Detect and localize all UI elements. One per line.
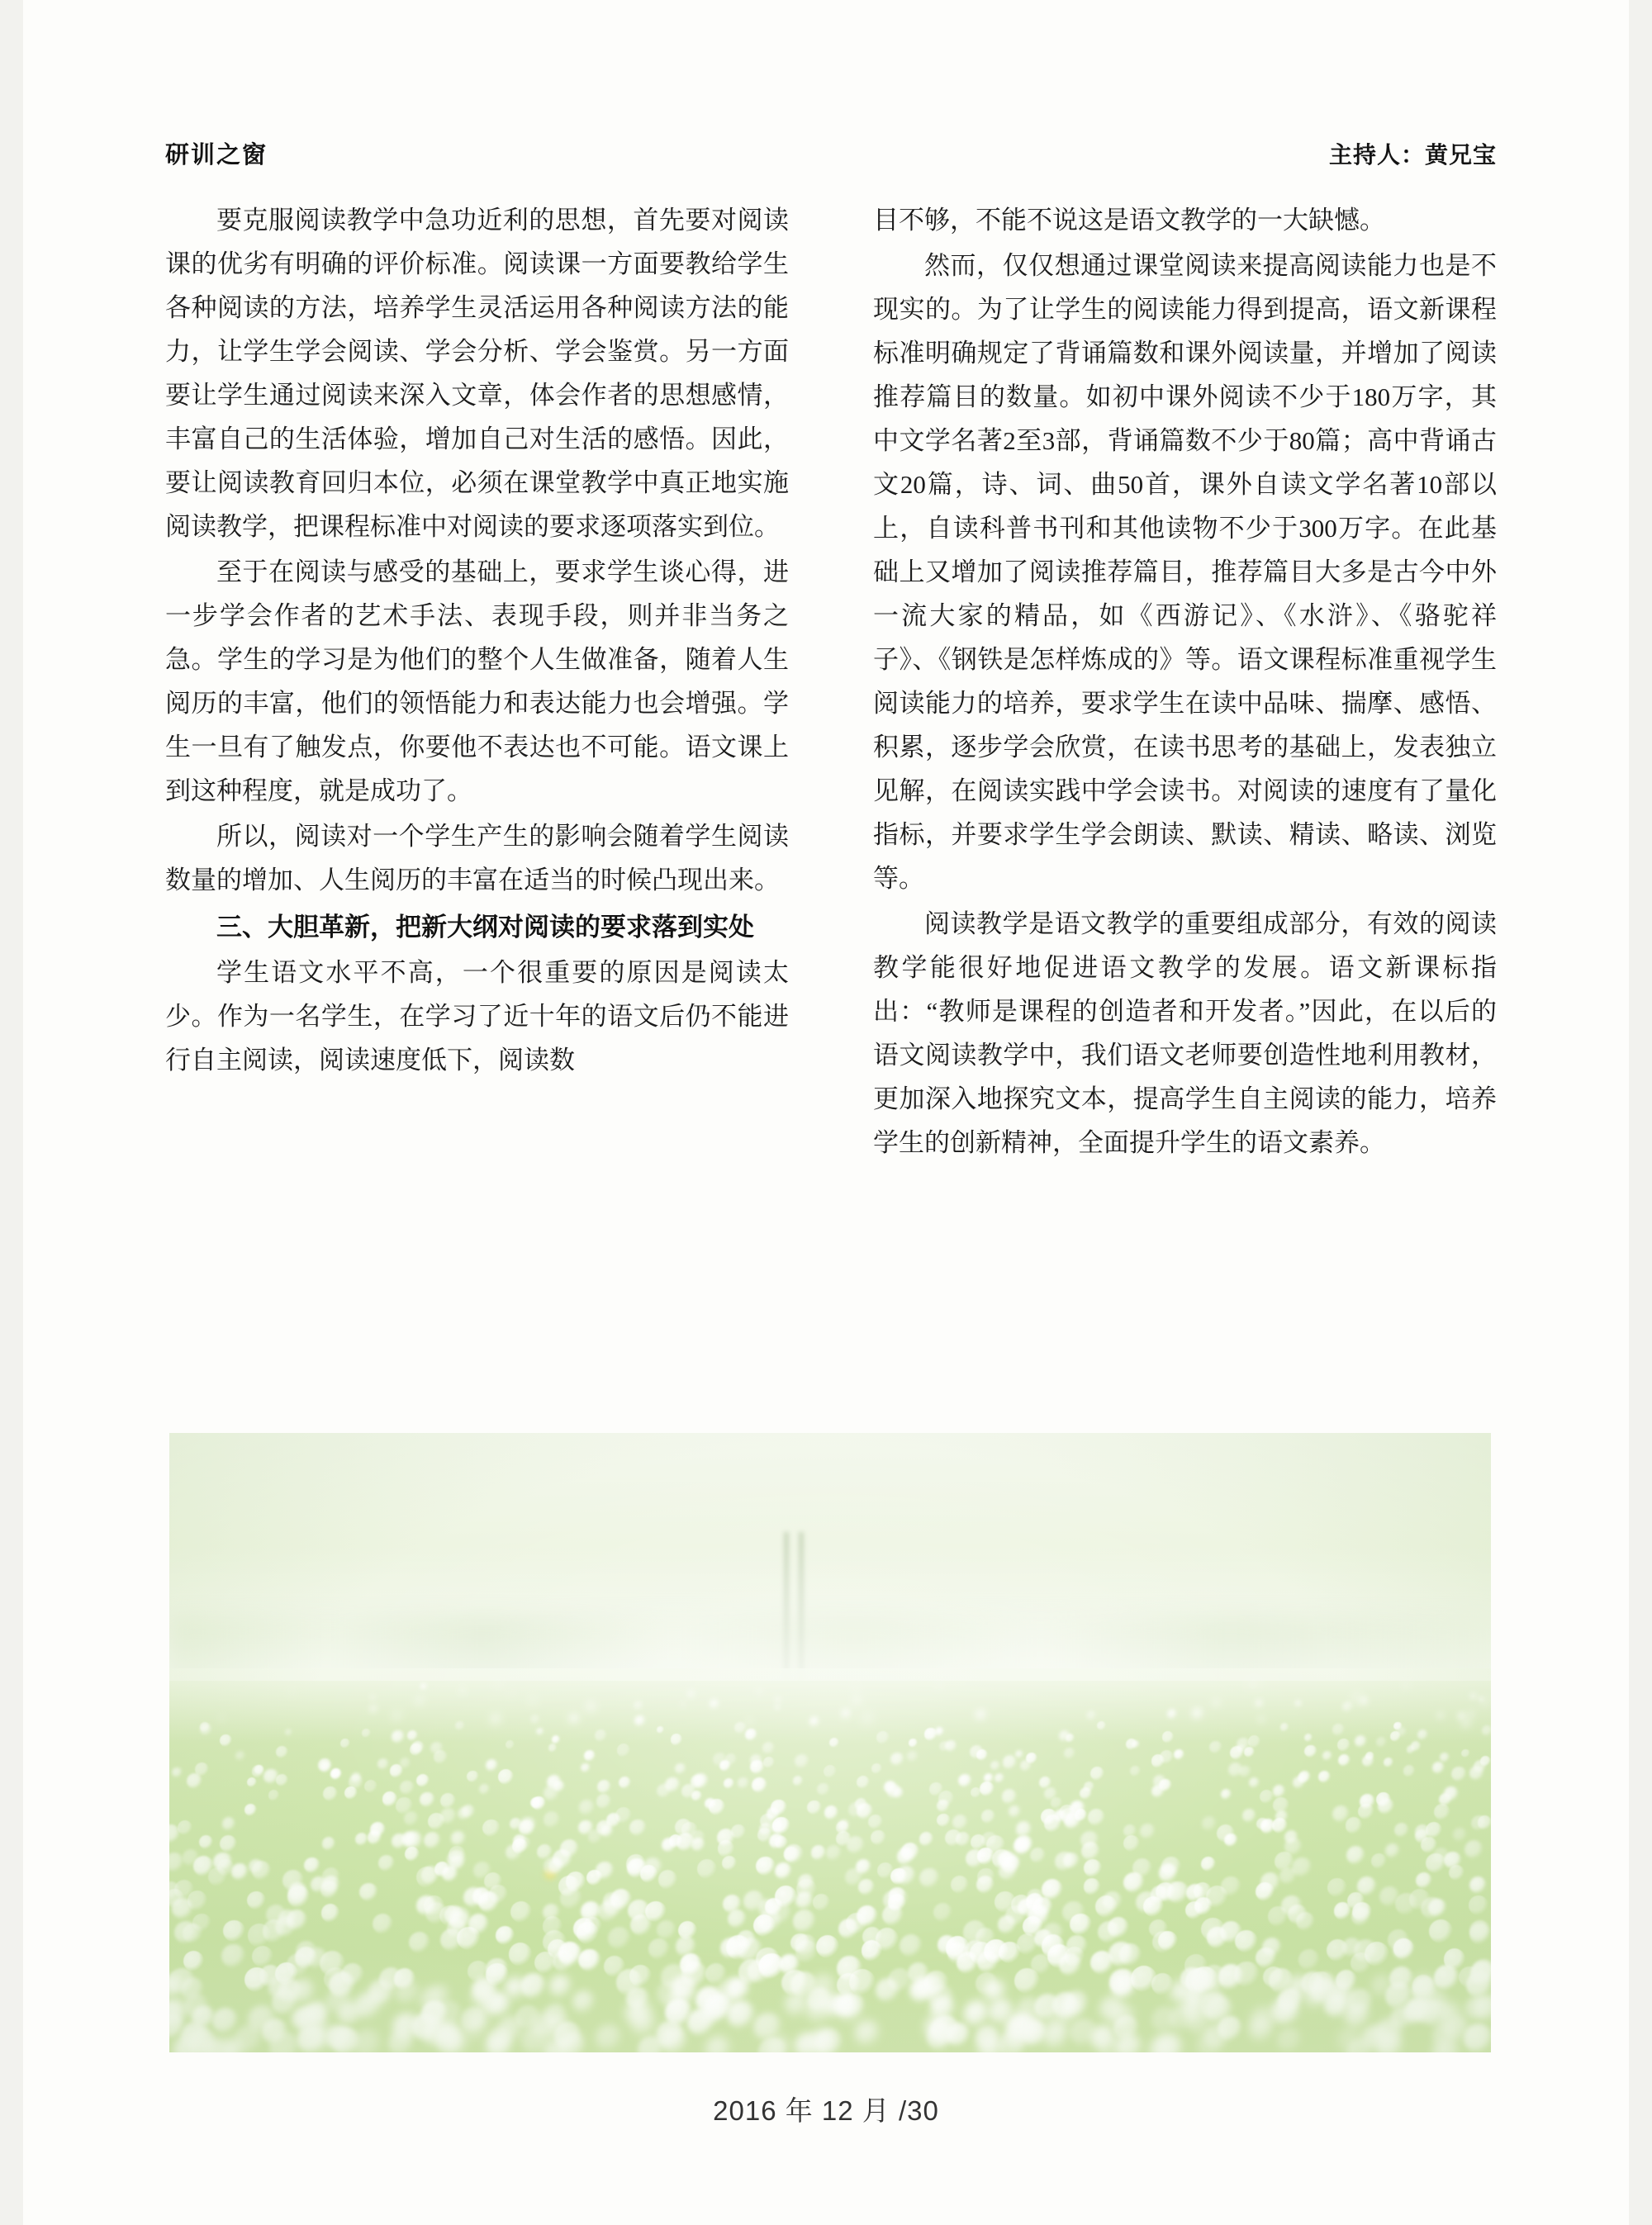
- paragraph: 要克服阅读教学中急功近利的思想，首先要对阅读课的优劣有明确的评价标准。阅读课一方面要教给学生各种阅读的方法，培养学生灵活运用各种阅读方法的能力，让学生学会阅读、学会分析、学会鉴赏。另一方面要让学生通过阅读来深入文章，体会作者的思想感情，丰富自己的生活体验，增加自己对生活的感悟。因此，要让阅读教育回归本位，必须在课堂教学中真正地实施阅读教学，把课程标准中对阅读的要求逐项落实到位。: [165, 206, 789, 541]
- column-left: [165, 198, 789, 1084]
- paragraph-continuation: 目不够，不能不说这是语文教学的一大缺憾。: [873, 206, 1385, 235]
- host-label: 主持人：黄兄宝: [1328, 142, 1497, 168]
- page-header: [165, 136, 1497, 178]
- page-edge-left: [0, 0, 23, 2225]
- page-edge-right: [1629, 0, 1652, 2225]
- section-label: 研训之窗: [165, 142, 268, 168]
- section-heading: 三、大胆革新，把新大纲对阅读的要求落到实处: [216, 913, 754, 942]
- column-right: [873, 198, 1497, 1166]
- paragraph: 所以，阅读对一个学生产生的影响会随着学生阅读数量的增加、人生阅历的丰富在适当的时候凸现出来。: [165, 822, 789, 894]
- meadow-white-flowers-photo: [169, 1433, 1491, 2052]
- paragraph: 至于在阅读与感受的基础上，要求学生谈心得，进一步学会作者的艺术手法、表现手段，则并非当务之急。学生的学习是为他们的整个人生做准备，随着人生阅历的丰富，他们的领悟能力和表达能力也会增强。学生一旦有了触发点，你要他不表达也不可能。语文课上到这种程度，就是成功了。: [165, 557, 789, 805]
- paragraph: 阅读教学是语文教学的重要组成部分，有效的阅读教学能很好地促进语文教学的发展。语文新课标指出：“教师是课程的创造者和开发者。”因此，在以后的语文阅读教学中，我们语文老师要创造性地利用教材，更加深入地探究文本，提高学生自主阅读的能力，培养学生的创新精神，全面提升学生的语文素养。: [873, 909, 1497, 1157]
- page-footer: [0, 2090, 1652, 2128]
- paragraph: 学生语文水平不高，一个很重要的原因是阅读太少。作为一名学生，在学习了近十年的语文后仍不能进行自主阅读，阅读速度低下，阅读数: [165, 958, 789, 1075]
- photo-vignette: [169, 1433, 1491, 2052]
- paragraph: 然而，仅仅想通过课堂阅读来提高阅读能力也是不现实的。为了让学生的阅读能力得到提高，语文新课程标准明确规定了背诵篇数和课外阅读量，并增加了阅读推荐篇目的数量。如初中课外阅读不少于180万字，其中文学名著2至3部，背诵篇数不少于80篇；高中背诵古文20篇，诗、词、曲50首，课外自读文学名著10部以上，自读科普书刊和其他读物不少于300万字。在此基础上又增加了阅读推荐篇目，推荐篇目大多是古今中外一流大家的精品，如《西游记》、《水浒》、《骆驼祥子》、《钢铁是怎样炼成的》等。语文课程标准重视学生阅读能力的培养，要求学生在读中品味、揣摩、感悟、积累，逐步学会欣赏，在读书思考的基础上，发表独立见解，在阅读实践中学会读书。对阅读的速度有了量化指标，并要求学生学会朗读、默读、精读、略读、浏览等。: [873, 251, 1497, 893]
- footer-text: 2016 年 12 月 /30: [713, 2095, 939, 2126]
